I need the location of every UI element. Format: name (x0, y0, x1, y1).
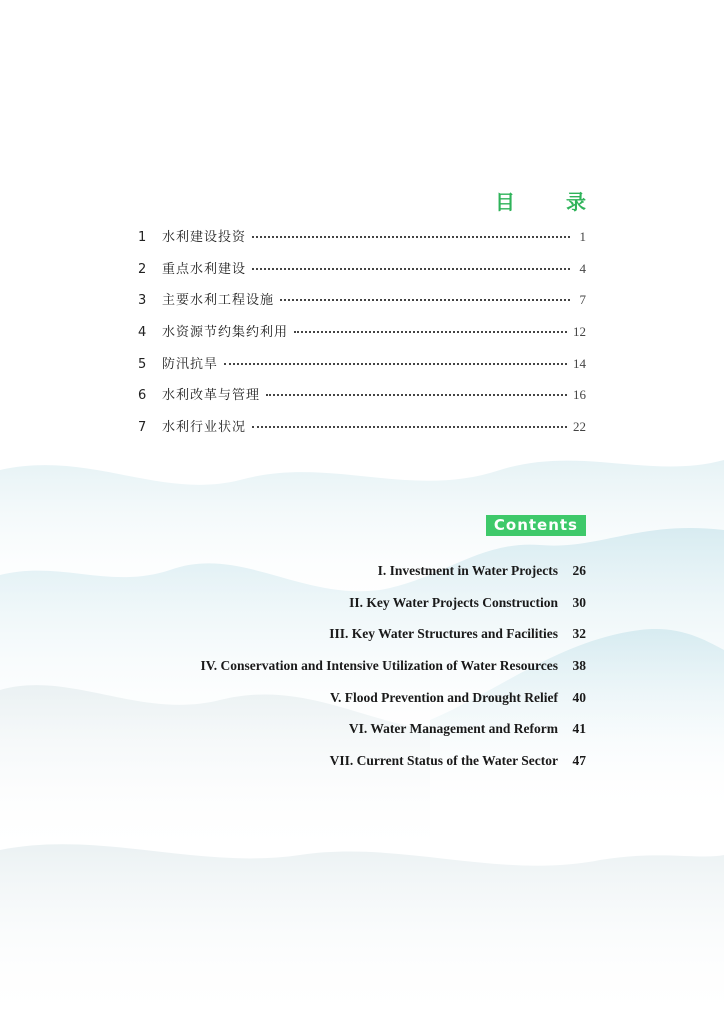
toc-cn-entry-number: 5 (138, 356, 147, 372)
toc-en-entry[interactable] (146, 626, 586, 658)
toc-en-entry-title: II. Key Water Projects Construction (349, 594, 558, 610)
toc-en-entry-title: V. Flood Prevention and Drought Relief (329, 689, 558, 705)
dot-leader (266, 394, 567, 396)
toc-cn-entry-title: 水利建设投资 (162, 230, 247, 245)
toc-en-entry-page: 38 (572, 658, 586, 674)
toc-cn-entry-page: 22 (573, 419, 586, 435)
toc-en-entry-title: VI. Water Management and Reform (348, 721, 558, 737)
toc-en-entry-title: I. Investment in Water Projects (377, 563, 558, 578)
toc-cn-entry[interactable] (138, 289, 586, 321)
toc-cn-entry-page: 7 (579, 292, 586, 308)
toc-cn-entry-page: 14 (573, 355, 586, 371)
toc-cn-entry-title: 重点水利建设 (162, 261, 247, 277)
toc-en-entry[interactable] (146, 595, 586, 627)
dot-leader (252, 236, 570, 238)
toc-cn-entry[interactable] (138, 384, 586, 416)
toc-cn-entry-title: 水利改革与管理 (162, 388, 261, 404)
toc-cn-entry[interactable] (138, 226, 586, 258)
toc-en-entry-page: 47 (572, 753, 586, 769)
toc-en-entry-title: VII. Current Status of the Water Sector (329, 753, 558, 769)
toc-cn-entry[interactable] (138, 258, 586, 290)
toc-cn-entry-title: 水利行业状况 (162, 420, 247, 436)
toc-en-entry-page: 40 (572, 689, 586, 705)
toc-cn-entry[interactable] (138, 321, 586, 353)
toc-en-entry[interactable] (146, 563, 586, 595)
toc-cn-entry-number: 2 (138, 261, 147, 277)
toc-cn-entry-page: 12 (573, 324, 586, 340)
toc-cn-entry-number: 3 (138, 293, 147, 309)
dot-leader (280, 299, 570, 301)
dot-leader (252, 268, 570, 270)
toc-chinese-title: 目 录 (495, 190, 608, 214)
toc-cn-entry-number: 7 (138, 420, 147, 436)
toc-en-entry-page: 30 (572, 594, 586, 610)
toc-en-entry[interactable] (146, 721, 586, 753)
toc-cn-entry-number: 1 (138, 230, 147, 245)
toc-cn-entry[interactable] (138, 353, 586, 385)
toc-chinese-list (138, 226, 586, 448)
toc-cn-entry-title: 主要水利工程设施 (162, 293, 275, 309)
toc-cn-entry-number: 6 (138, 388, 147, 404)
toc-cn-entry-title: 防汛抗旱 (162, 356, 219, 372)
toc-en-entry[interactable] (146, 690, 586, 722)
dot-leader (252, 426, 567, 428)
toc-cn-entry-page: 4 (579, 260, 586, 276)
dot-leader (294, 331, 567, 333)
toc-en-entry[interactable] (146, 753, 586, 785)
toc-en-entry-page: 26 (572, 563, 586, 578)
toc-cn-entry[interactable] (138, 416, 586, 448)
contents-badge: Contents (486, 515, 586, 536)
toc-english-list (146, 563, 586, 785)
toc-cn-entry-page: 1 (579, 229, 586, 244)
toc-cn-entry-page: 16 (573, 387, 586, 403)
toc-en-entry-page: 32 (572, 626, 586, 642)
toc-cn-entry-number: 4 (138, 325, 147, 341)
toc-en-entry-title: IV. Conservation and Intensive Utilization of Water Resources (200, 658, 558, 674)
toc-cn-entry-title: 水资源节约集约利用 (162, 325, 289, 341)
toc-en-entry[interactable] (146, 658, 586, 690)
toc-en-entry-page: 41 (572, 721, 586, 737)
dot-leader (224, 363, 567, 365)
toc-en-entry-title: III. Key Water Structures and Facilities (329, 626, 558, 642)
